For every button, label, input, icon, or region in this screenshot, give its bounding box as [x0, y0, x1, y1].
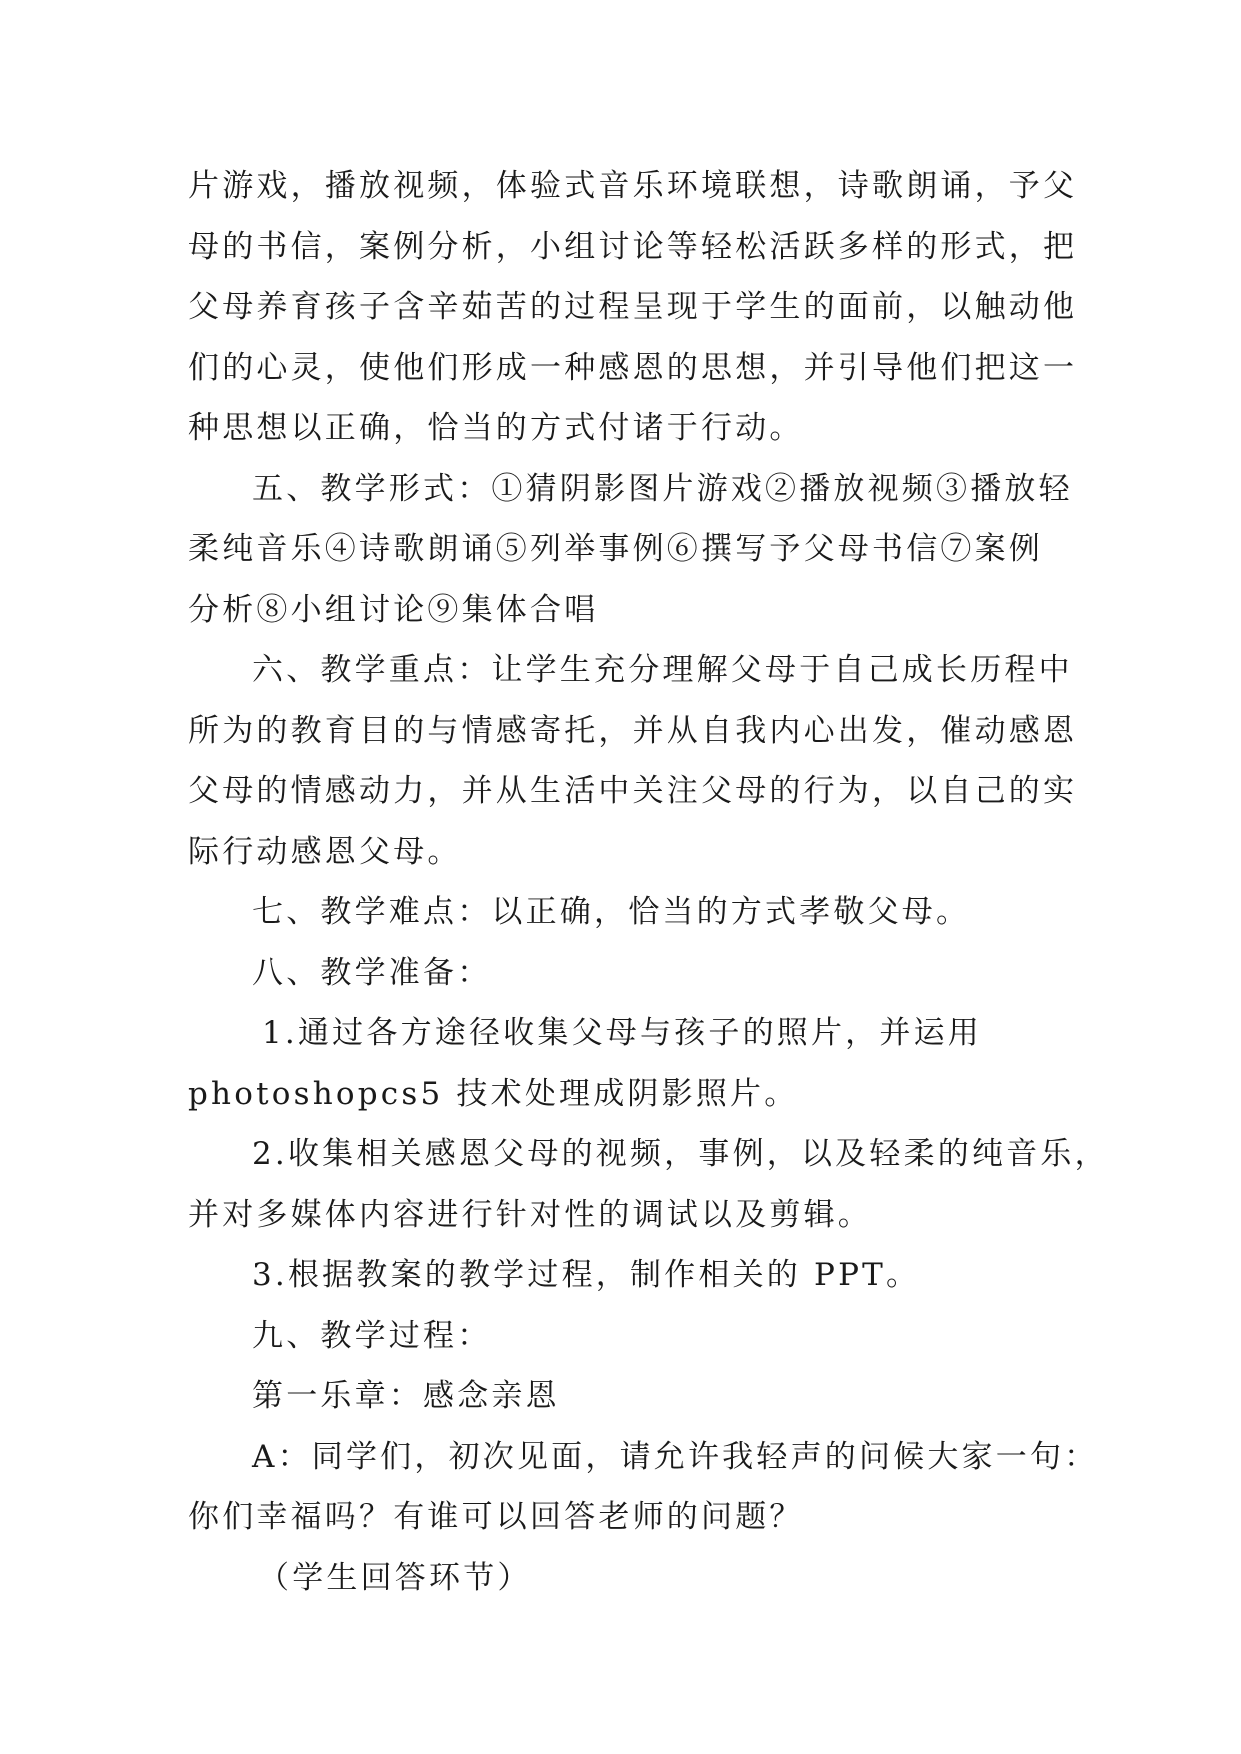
body-line: 并对多媒体内容进行针对性的调试以及剪辑。: [188, 1196, 872, 1233]
dialogue-line: A：同学们，初次见面，请允许我轻声的问候大家一句：: [252, 1438, 1099, 1475]
chapter-heading: 第一乐章：感念亲恩: [252, 1378, 560, 1414]
body-line: 你们幸福吗？有谁可以回答老师的问题？: [188, 1499, 804, 1535]
stage-note: （学生回答环节）: [258, 1559, 532, 1596]
section-heading-teaching-focus: 六、教学重点：让学生充分理解父母于自己成长历程中: [252, 652, 1073, 688]
body-line: 柔纯音乐④诗歌朗诵⑤列举事例⑥撰写予父母书信⑦案例: [188, 531, 1043, 567]
section-heading-teaching-preparation: 八、教学准备：: [252, 954, 492, 991]
body-line: 分析⑧小组讨论⑨集体合唱: [188, 591, 599, 628]
body-line: 种思想以正确，恰当的方式付诸于行动。: [188, 410, 804, 446]
document-body: [188, 156, 1109, 1608]
body-line: 际行动感恩父母。: [188, 833, 462, 870]
body-line: 所为的教育目的与情感寄托，并从自我内心出发，催动感恩: [188, 712, 1078, 749]
body-line: 母的书信，案例分析，小组讨论等轻松活跃多样的形式，把: [188, 228, 1078, 265]
body-line: 片游戏，播放视频，体验式音乐环境联想，诗歌朗诵，予父: [188, 168, 1078, 204]
numbered-item-3: 3.根据教案的教学过程，制作相关的 PPT。: [252, 1257, 921, 1293]
numbered-item-2: 2.收集相关感恩父母的视频，事例，以及轻柔的纯音乐，: [252, 1136, 1109, 1172]
body-line: 父母养育孩子含辛茹苦的过程呈现于学生的面前，以触动他: [188, 289, 1078, 325]
section-heading-teaching-difficulty: 七、教学难点：以正确，恰当的方式孝敬父母。: [252, 894, 971, 930]
numbered-item-1: 1.通过各方途径收集父母与孩子的照片，并运用: [262, 1015, 982, 1051]
body-line: photoshopcs5 技术处理成阴影照片。: [188, 1075, 799, 1112]
section-heading-teaching-form: 五、教学形式：①猜阴影图片游戏②播放视频③播放轻: [252, 470, 1073, 507]
section-heading-teaching-process: 九、教学过程：: [252, 1317, 492, 1354]
body-line: 们的心灵，使他们形成一种感恩的思想，并引导他们把这一: [188, 349, 1078, 386]
body-line: 父母的情感动力，并从生活中关注父母的行为，以自己的实: [188, 773, 1078, 809]
